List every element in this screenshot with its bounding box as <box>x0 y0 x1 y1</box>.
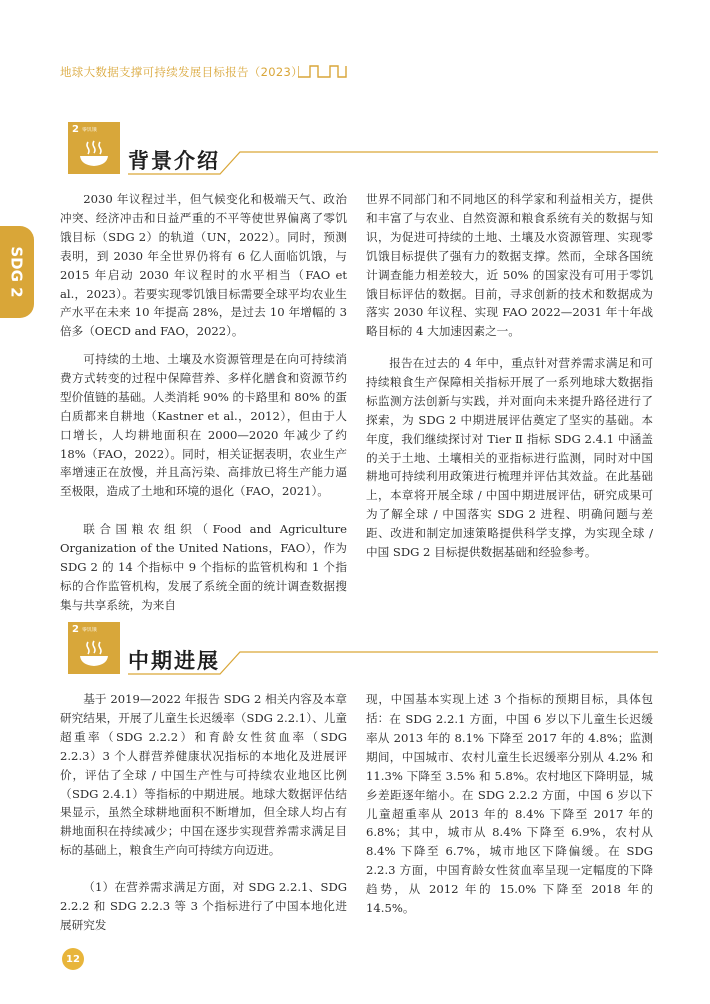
running-header: 地球大数据支撑可持续发展目标报告（2023） <box>60 65 303 79</box>
bowl-icon <box>79 639 109 669</box>
header-decoration-icon <box>298 64 348 80</box>
sdg-label: 零饥饿 <box>82 128 97 133</box>
section-underline <box>128 150 658 176</box>
section1-paragraph-1: 2030 年议程过半，但气候变化和极端天气、政治冲突、经济冲击和日益严重的不平等使世界偏离了零饥饿目标（SDG 2）的轨道（UN，2022）。同时，预测表明，到 2030 年全世界仍将有 6 亿人面临饥饿，与 2015 年启动 2030 年议程时的水平相当（FAO et al.，2023）。若要实现零饥饿目标需要全球平均农业生产水平在未来 10 年提高 28%，是过去 10 年增幅的 3 倍多（OECD and FAO，2022）。 <box>60 192 347 339</box>
section1-paragraph-4: 报告在过去的 4 年中，重点针对营养需求满足和可持续粮食生产保障相关指标开展了一系列地球大数据指标监测方法创新与实践，并对面向未来提升路径进行了探索，为 SDG 2 中期进展评估奠定了坚实的基础。本年度，我们继续探讨对 Tier Ⅱ 指标 SDG 2.4.1 中涵盖的关于土地、土壤相关的亚指标进行监测，同时对中国耕地可持续利用政策进行梳理并评估其效益。在此基础上，本章将开展全球 / 中国中期进展评估，研究成果可为了解全球 / 中国落实 SDG 2 进程、明确问题与差距、改进和制定加速策略提供科学支撑，为实现全球 / 中国 SDG 2 目标提供数据基础和经验参考。 <box>366 356 653 560</box>
section2-paragraph-2-continued: 现，中国基本实现上述 3 个指标的预期目标，具体包括： <box>366 692 653 725</box>
page-number: 12 <box>62 948 84 970</box>
section-title-background: 背景介绍 <box>128 149 220 173</box>
section2-paragraph-2: （1）在营养需求满足方面，对 SDG 2.2.1、SDG 2.2.2 和 SDG 2.2.3 等 3 个指标进行了中国本地化进展研究发 <box>60 880 347 932</box>
sdg-label: 零饥饿 <box>82 628 97 633</box>
sdg2-icon-badge <box>68 122 120 174</box>
sdg2-icon-badge-2 <box>68 622 120 674</box>
bowl-icon <box>79 139 109 169</box>
chapter-side-tab <box>0 226 34 318</box>
sdg-number: 2 <box>72 124 79 135</box>
section-underline <box>128 650 658 676</box>
section1-paragraph-3: 联合国粮农组织（Food and Agriculture Organization of the United Nations，FAO），作为 SDG 2 的 14 个指标中 9 个指标的监管机构和 1 个指标的合作监管机构，发展了系统全面的统计调查数据搜集与共享系统，为来自 <box>60 522 347 612</box>
section1-paragraph-3-continued: 世界不同部门和不同地区的科学家和利益相关方，提供和丰富了与农业、自然资源和粮食系统有关的数据与知识，为促进可持续的土地、土壤及水资源管理、实现零饥饿目标提供了强有力的数据支撑。然而，全球各国统计调查能力相差较大，近 50% 的国家没有可用于零饥饿目标评估的数据。目前，寻求创新的技术和数据成为落实 2030 年议程、实现 FAO 2022—2031 年十年战略目标的 4 大加速因素之一。 <box>366 192 653 339</box>
sdg-number: 2 <box>72 624 79 635</box>
section2-paragraph-3: 在 SDG 2.2.1 方面，中国 6 岁以下儿童生长迟缓率从 2013 年的 8.1% 下降至 2017 年的 4.8%；监测期间，中国城市、农村儿童生长迟缓率分别从 4.2% 和 11.3% 下降至 3.5% 和 5.8%。农村地区下降明显，城乡差距逐年缩小。在 SDG 2.2.2 方面，中国 6 岁以下儿童超重率从 2013 年的 8.4% 下降至 2017 年的 6.8%；其中，城市从 8.4% 下降至 6.9%，农村从 8.4% 下降至 6.7%，城市地区下降偏缓。在 SDG 2.2.3 方面，中国育龄女性贫血率呈现一定幅度的下降趋势，从 2012 年的 15.0% 下降至 2018 年的 14.5%。 <box>366 712 653 916</box>
section2-paragraph-1: 基于 2019—2022 年报告 SDG 2 相关内容及本章研究结果，开展了儿童生长迟缓率（SDG 2.2.1）、儿童超重率（SDG 2.2.2）和育龄女性贫血率（SDG 2.2.3）3 个人群营养健康状况指标的本地化及进展评价，评估了全球 / 中国生产性与可持续农业地区比例（SDG 2.4.1）等指标的中期进展。地球大数据评估结果显示，虽然全球耕地面积不断增加，但全球人均占有耕地面积在持续减少；中国在逐步实现营养需求满足目标的基础上，粮食生产向可持续方向迈进。 <box>60 692 347 858</box>
section-title-progress: 中期进展 <box>128 649 220 673</box>
chapter-side-tab-label: SDG 2 <box>8 246 27 298</box>
section1-paragraph-2: 可持续的土地、土壤及水资源管理是在向可持续消费方式转变的过程中保障营养、多样化膳食和资源节约型价值链的基础。人类消耗 90% 的卡路里和 80% 的蛋白质都来自耕地（Kastner et al.，2012），但由于人口增长，人均耕地面积在 2000—2020 年减少了约 18%（FAO，2022）。同时，相关证据表明，农业生产率增速正在放慢，并且高污染、高排放已将生产能力逼至极限，造成了土地和环境的退化（FAO，2021）。 <box>60 352 347 499</box>
